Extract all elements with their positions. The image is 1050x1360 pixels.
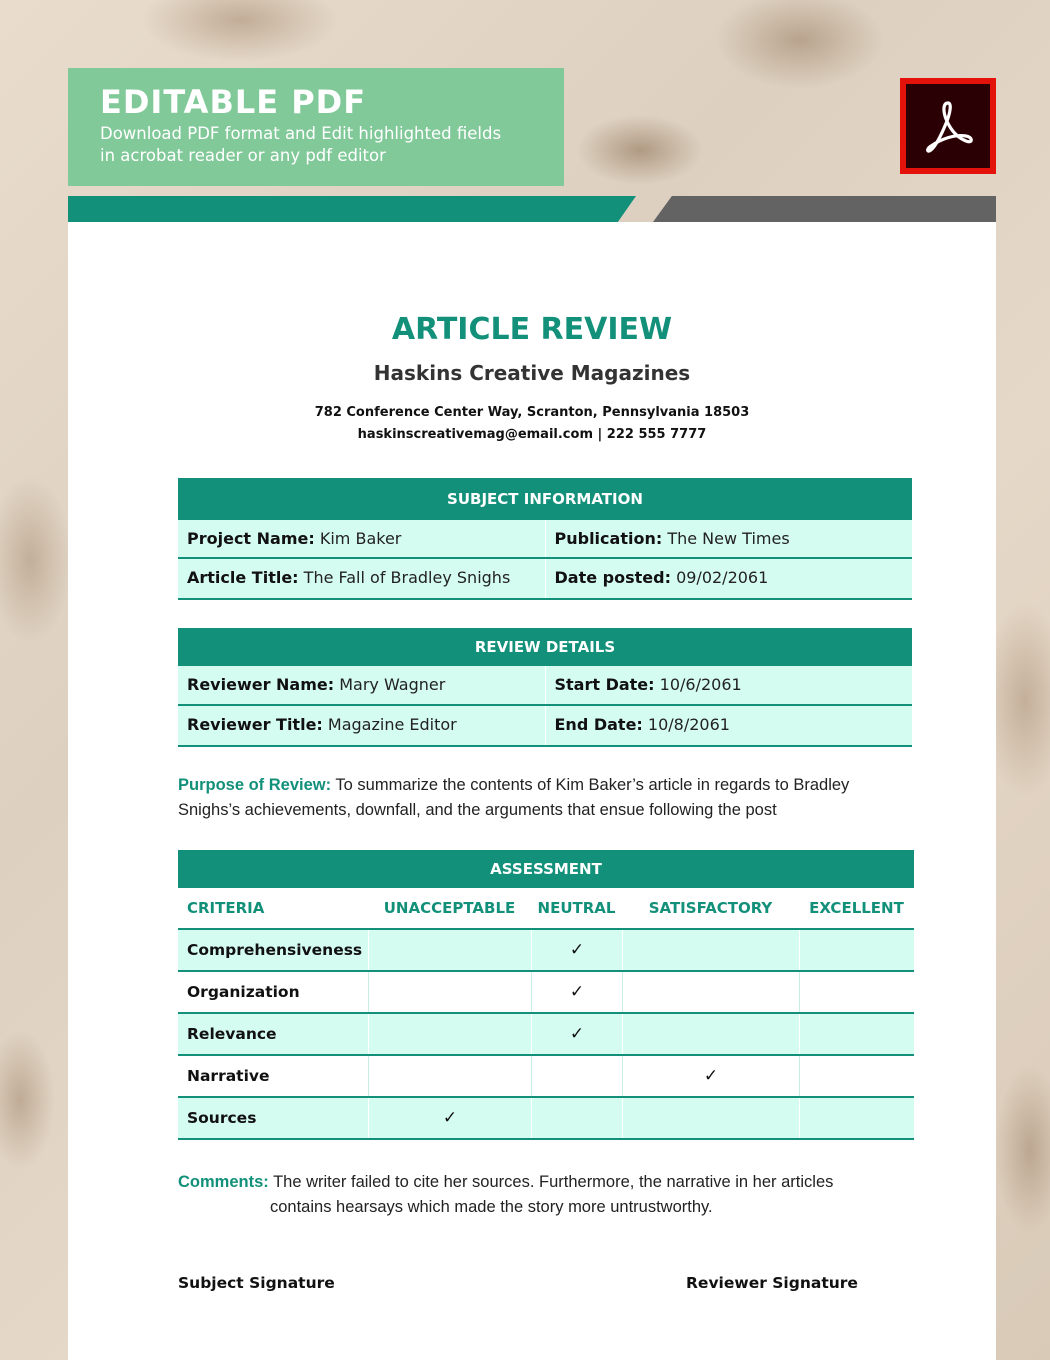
purpose-line-1: To summarize the contents of Kim Baker’s article in regards to Bradley (335, 776, 850, 794)
table-row (178, 666, 912, 706)
end-date-field[interactable]: End Date: 10/8/2061 (545, 706, 913, 745)
table-row (178, 706, 912, 747)
table-row (178, 1014, 914, 1056)
criteria-cell: Narrative (187, 1067, 270, 1085)
column-satisfactory: SATISFACTORY (648, 899, 773, 917)
rating-cell-satisfactory[interactable]: ✓ (622, 1056, 799, 1096)
start-date-field[interactable]: Start Date: 10/6/2061 (545, 666, 913, 704)
article-title-field[interactable]: Article Title: The Fall of Bradley Snighs (187, 568, 511, 587)
company-name: Haskins Creative Magazines (373, 361, 691, 385)
table-row (178, 930, 914, 972)
rating-cell-neutral[interactable] (531, 1098, 622, 1138)
banner-line-1: Download PDF format and Edit highlighted fields (100, 124, 502, 143)
document-title: ARTICLE REVIEW (391, 312, 673, 347)
rating-cell-neutral[interactable]: ✓ (531, 972, 622, 1012)
subject-information-table (178, 478, 912, 600)
reviewer-title-field[interactable]: Reviewer Title: Magazine Editor (187, 715, 457, 734)
reviewer-name-field[interactable]: Reviewer Name: Mary Wagner (187, 675, 446, 694)
rating-cell-unacceptable[interactable] (368, 930, 531, 970)
subject-information-header: SUBJECT INFORMATION (178, 478, 912, 520)
rating-cell-neutral[interactable] (531, 1056, 622, 1096)
publication-field[interactable]: Publication: The New Times (545, 520, 913, 557)
assessment-table (178, 850, 914, 1140)
rating-cell-excellent[interactable] (799, 1098, 914, 1138)
project-name-field[interactable]: Project Name: Kim Baker (187, 529, 402, 548)
rating-cell-excellent[interactable] (799, 1056, 914, 1096)
purpose-of-review[interactable] (178, 773, 898, 823)
rating-cell-excellent[interactable] (799, 930, 914, 970)
company-contact: haskinscreativemag@email.com | 222 555 7777 (357, 427, 707, 442)
assessment-column-headers (178, 888, 914, 930)
document-page (68, 222, 996, 1360)
rating-cell-satisfactory[interactable] (622, 1014, 799, 1054)
company-address: 782 Conference Center Way, Scranton, Pennsylvania 18503 (314, 405, 750, 420)
review-details-table (178, 628, 912, 747)
rating-cell-excellent[interactable] (799, 1014, 914, 1054)
comments-line-1: The writer failed to cite her sources. Furthermore, the narrative in her articles (273, 1173, 834, 1191)
table-row (178, 1056, 914, 1098)
table-row (178, 559, 912, 600)
banner-title: EDITABLE PDF (100, 83, 367, 121)
banner-line-2: in acrobat reader or any pdf editor (100, 146, 386, 165)
rating-cell-unacceptable[interactable] (368, 1056, 531, 1096)
assessment-rows (178, 930, 914, 1140)
rating-cell-unacceptable[interactable]: ✓ (368, 1098, 531, 1138)
criteria-cell: Comprehensiveness (187, 941, 363, 959)
comments-line-2: contains hearsays which made the story more untrustworthy. (270, 1198, 713, 1216)
rating-cell-unacceptable[interactable] (368, 1014, 531, 1054)
table-row (178, 972, 914, 1014)
acrobat-pdf-icon (900, 78, 996, 174)
rating-cell-satisfactory[interactable] (622, 930, 799, 970)
comments[interactable] (178, 1170, 898, 1220)
column-criteria: CRITERIA (187, 899, 265, 917)
column-unacceptable: UNACCEPTABLE (383, 899, 516, 917)
purpose-line-2: Snighs’s achievements, downfall, and the arguments that ensue following the post (178, 801, 777, 819)
criteria-cell: Sources (187, 1109, 257, 1127)
table-row (178, 520, 912, 559)
column-excellent: EXCELLENT (809, 899, 904, 917)
header-accent-bar (68, 196, 636, 222)
assessment-header: ASSESSMENT (178, 850, 914, 888)
criteria-cell: Organization (187, 983, 300, 1001)
reviewer-signature-label: Reviewer Signature (686, 1274, 858, 1292)
comments-label: Comments: (178, 1173, 269, 1191)
table-row (178, 1098, 914, 1140)
rating-cell-satisfactory[interactable] (622, 972, 799, 1012)
editable-pdf-banner (68, 68, 564, 186)
rating-cell-excellent[interactable] (799, 972, 914, 1012)
rating-cell-neutral[interactable]: ✓ (531, 1014, 622, 1054)
header-grey-bar (653, 196, 996, 222)
rating-cell-satisfactory[interactable] (622, 1098, 799, 1138)
column-neutral: NEUTRAL (537, 899, 616, 917)
criteria-cell: Relevance (187, 1025, 277, 1043)
purpose-label: Purpose of Review: (178, 776, 332, 794)
date-posted-field[interactable]: Date posted: 09/02/2061 (545, 559, 913, 598)
rating-cell-neutral[interactable]: ✓ (531, 930, 622, 970)
rating-cell-unacceptable[interactable] (368, 972, 531, 1012)
review-details-header: REVIEW DETAILS (178, 628, 912, 666)
subject-signature-label: Subject Signature (178, 1274, 335, 1292)
